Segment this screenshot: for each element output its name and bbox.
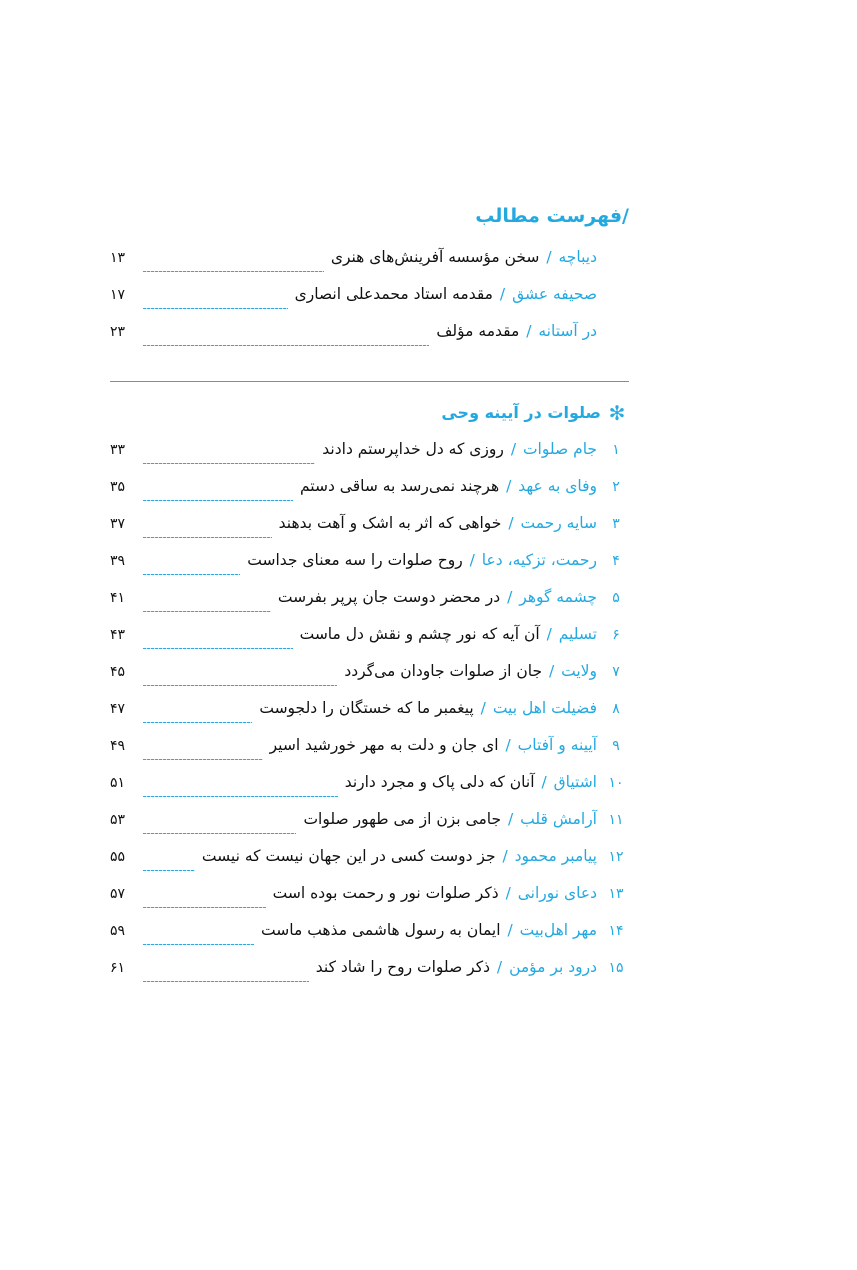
toc-entry-separator: / xyxy=(501,476,517,495)
toc-entry-separator: / xyxy=(492,957,508,976)
toc-entry-subtitle: مقدمه مؤلف xyxy=(436,321,520,340)
leader-dots xyxy=(143,759,263,760)
toc-entry-title: رحمت، تزکیه، دعا xyxy=(481,550,597,569)
toc-entry-page-number: ۲۳ xyxy=(110,323,126,340)
leader-dots xyxy=(143,574,240,575)
toc-entry-index: ۱۲ xyxy=(608,848,624,865)
toc-entry[interactable] xyxy=(110,513,629,553)
asterisk-icon: ✻ xyxy=(608,400,626,425)
leader-dots xyxy=(143,796,338,797)
toc-entry[interactable] xyxy=(110,883,629,923)
toc-entry-page-number: ۳۹ xyxy=(110,552,126,569)
leader-dots xyxy=(143,345,429,346)
toc-entry-page-number: ۴۵ xyxy=(110,663,126,680)
toc-entry-title: سایه رحمت xyxy=(520,513,597,532)
toc-entry[interactable] xyxy=(110,846,629,886)
toc-entry-separator: / xyxy=(502,920,518,939)
leader-dots xyxy=(143,944,254,945)
toc-entry-title: در آستانه xyxy=(538,321,597,340)
toc-entry-index: ۹ xyxy=(612,737,620,754)
toc-entry-title: تسلیم xyxy=(558,624,597,643)
toc-entry-index: ۱ xyxy=(612,441,620,458)
toc-entry-separator: / xyxy=(500,735,516,754)
toc-entry-separator: / xyxy=(502,587,518,606)
toc-entry-subtitle: خواهی که اثر به اشک و آهت بدهند xyxy=(278,513,502,532)
toc-entry-page-number: ۱۳ xyxy=(110,249,126,266)
toc-entry-subtitle: جز دوست کسی در این جهان نیست که نیست xyxy=(201,846,496,865)
toc-entry-title: درود بر مؤمن xyxy=(509,957,597,976)
toc-entry-page-number: ۵۵ xyxy=(110,848,126,865)
toc-entry-text xyxy=(322,439,597,458)
leader-dots xyxy=(143,611,271,612)
toc-entry-page-number: ۵۳ xyxy=(110,811,126,828)
toc-entry[interactable] xyxy=(110,698,629,738)
toc-entry-separator: / xyxy=(500,883,516,902)
toc-entry-subtitle: ذکر صلوات نور و رحمت بوده است xyxy=(272,883,499,902)
toc-entry-page-number: ۴۱ xyxy=(110,589,126,606)
toc-entry-text xyxy=(259,698,597,717)
toc-entry-text xyxy=(261,920,597,939)
toc-entry[interactable] xyxy=(110,735,629,775)
toc-entry-text xyxy=(303,809,597,828)
toc-entry[interactable] xyxy=(110,439,629,479)
toc-entry-title: دعای نورانی xyxy=(517,883,597,902)
toc-entry-text xyxy=(315,957,597,976)
chapter-entry-list xyxy=(110,439,629,997)
toc-entry-subtitle: روزی که دل خداپرستم دادند xyxy=(322,439,504,458)
toc-entry[interactable] xyxy=(110,476,629,516)
leader-dots xyxy=(143,685,337,686)
front-matter-list xyxy=(110,247,629,361)
toc-entry-page-number: ۵۷ xyxy=(110,885,126,902)
toc-entry[interactable] xyxy=(110,247,629,287)
toc-entry-index: ۸ xyxy=(612,700,620,717)
toc-entry-title: صحیفه عشق xyxy=(512,284,597,303)
toc-entry[interactable] xyxy=(110,284,629,324)
toc-entry-title: آرامش قلب xyxy=(520,809,597,828)
toc-entry-page-number: ۶۱ xyxy=(110,959,126,976)
toc-entry[interactable] xyxy=(110,661,629,701)
toc-entry-text xyxy=(269,735,597,754)
toc-entry-separator: / xyxy=(521,321,537,340)
leader-dots xyxy=(143,833,296,834)
toc-entry-page-number: ۵۹ xyxy=(110,922,126,939)
toc-entry-index: ۱۴ xyxy=(608,922,624,939)
section-heading xyxy=(110,400,629,426)
toc-entry-page-number: ۳۵ xyxy=(110,478,126,495)
toc-entry-index xyxy=(603,288,629,302)
toc-entry-index: ۲ xyxy=(612,478,620,495)
toc-entry-subtitle: جامی بزن از می طهور صلوات xyxy=(303,809,502,828)
toc-entry-text xyxy=(272,883,597,902)
toc-entry-index xyxy=(603,251,629,265)
toc-entry-text xyxy=(299,624,597,643)
leader-dots xyxy=(143,870,195,871)
toc-entry-title: اشتیاق xyxy=(553,772,597,791)
toc-entry-text xyxy=(299,476,597,495)
toc-entry-page-number: ۵۱ xyxy=(110,774,126,791)
toc-entry-text xyxy=(277,587,597,606)
toc-entry-subtitle: ای جان و دلت به مهر خورشید اسیر xyxy=(269,735,499,754)
toc-entry-subtitle: آن آیه که نور چشم و نقش دل ماست xyxy=(299,624,540,643)
toc-entry[interactable] xyxy=(110,957,629,997)
toc-entry-page-number: ۴۳ xyxy=(110,626,126,643)
toc-entry-subtitle: جان از صلوات جاودان می‌گردد xyxy=(344,661,543,680)
page-title: /فهرست مطالب xyxy=(475,205,629,227)
toc-entry-separator: / xyxy=(505,439,521,458)
toc-entry-title: دیباچه xyxy=(558,247,597,266)
toc-entry-subtitle: هرچند نمی‌رسد به ساقی دستم xyxy=(299,476,500,495)
toc-entry-index: ۱۵ xyxy=(608,959,624,976)
toc-entry-index: ۵ xyxy=(612,589,620,606)
toc-entry-index: ۱۳ xyxy=(608,885,624,902)
toc-entry-separator: / xyxy=(503,809,519,828)
toc-entry-title: وفای به عهد xyxy=(518,476,597,495)
leader-dots xyxy=(143,463,315,464)
toc-entry-text xyxy=(344,772,597,791)
toc-entry-separator: / xyxy=(541,624,557,643)
leader-dots xyxy=(143,271,324,272)
toc-entry-separator: / xyxy=(541,247,557,266)
toc-entry-separator: / xyxy=(475,698,491,717)
toc-entry-subtitle: آنان که دلی پاک و مجرد دارند xyxy=(344,772,535,791)
toc-entry-text xyxy=(344,661,597,680)
toc-entry-index: ۱۰ xyxy=(608,774,624,791)
leader-dots xyxy=(143,500,293,501)
toc-entry-text xyxy=(294,284,597,303)
toc-entry-separator: / xyxy=(464,550,480,569)
section-heading-label: صلوات در آیینه وحی xyxy=(441,403,601,423)
leader-dots xyxy=(143,981,309,982)
toc-entry-separator: / xyxy=(494,284,511,303)
leader-dots xyxy=(143,722,252,723)
toc-entry-page-number: ۳۳ xyxy=(110,441,126,458)
section-divider xyxy=(110,381,629,382)
toc-entry[interactable] xyxy=(110,920,629,960)
toc-entry-subtitle: ایمان به رسول هاشمی مذهب ماست xyxy=(261,920,501,939)
toc-entry[interactable] xyxy=(110,772,629,812)
toc-entry-title: آیینه و آفتاب xyxy=(517,735,597,754)
toc-entry-page-number: ۴۹ xyxy=(110,737,126,754)
toc-entry-title: چشمه گوهر xyxy=(519,587,597,606)
toc-entry-index: ۱۱ xyxy=(608,811,624,828)
toc-entry-title: مهر اهل‌بیت xyxy=(519,920,597,939)
toc-content xyxy=(110,205,629,997)
toc-entry-page-number: ۴۷ xyxy=(110,700,126,717)
leader-dots xyxy=(143,308,288,309)
toc-entry-separator: / xyxy=(536,772,552,791)
toc-entry-text xyxy=(330,247,597,266)
toc-entry-title: جام صلوات xyxy=(522,439,597,458)
toc-entry-subtitle: در محضر دوست جان پرپر بفرست xyxy=(277,587,501,606)
toc-entry-index: ۴ xyxy=(612,552,620,569)
toc-entry-index: ۷ xyxy=(612,663,620,680)
toc-entry-separator: / xyxy=(503,513,519,532)
toc-entry-subtitle: پیغمبر ما که خستگان را دلجوست xyxy=(259,698,474,717)
toc-entry-subtitle: سخن مؤسسه آفرینش‌های هنری xyxy=(330,247,540,266)
leader-dots xyxy=(143,648,293,649)
toc-entry-text xyxy=(247,550,597,569)
leader-dots xyxy=(143,907,266,908)
toc-entry-page-number: ۳۷ xyxy=(110,515,126,532)
toc-entry-title: فضیلت اهل بیت xyxy=(492,698,597,717)
toc-entry-separator: / xyxy=(497,846,513,865)
toc-entry-subtitle: روح صلوات را سه معنای جداست xyxy=(247,550,463,569)
toc-entry-title: پیامبر محمود xyxy=(514,846,597,865)
toc-entry[interactable] xyxy=(110,550,629,590)
toc-entry-page-number: ۱۷ xyxy=(110,286,126,303)
toc-entry-title: ولایت xyxy=(561,661,597,680)
toc-entry-index: ۶ xyxy=(612,626,620,643)
toc-entry-text xyxy=(436,321,597,340)
toc-entry-subtitle: ذکر صلوات روح را شاد کند xyxy=(315,957,490,976)
toc-entry[interactable] xyxy=(110,624,629,664)
toc-entry-subtitle: مقدمه استاد محمدعلی انصاری xyxy=(294,284,493,303)
toc-entry-text xyxy=(201,846,597,865)
toc-entry[interactable] xyxy=(110,321,629,361)
toc-entry-index: ۳ xyxy=(612,515,620,532)
toc-entry[interactable] xyxy=(110,587,629,627)
toc-entry-index xyxy=(603,325,629,339)
toc-entry-separator: / xyxy=(544,661,560,680)
toc-entry-text xyxy=(278,513,597,532)
toc-entry[interactable] xyxy=(110,809,629,849)
leader-dots xyxy=(143,537,272,538)
